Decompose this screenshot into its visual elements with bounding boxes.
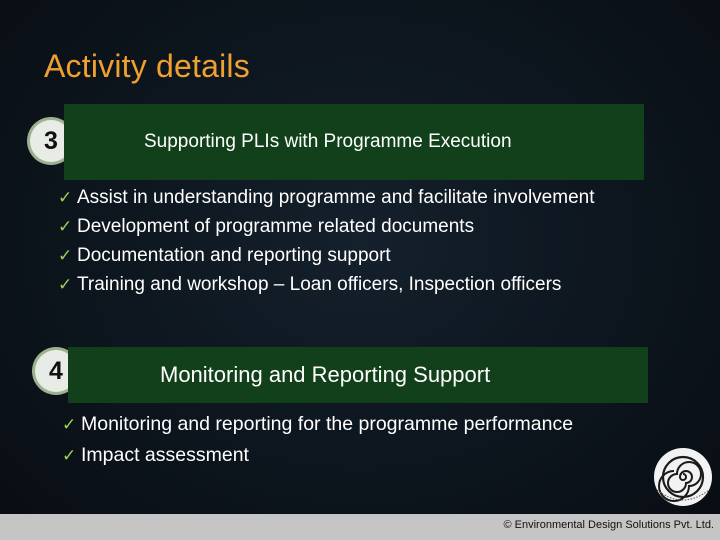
- footer-bar: [0, 514, 720, 540]
- checkmark-icon: ✓: [62, 415, 77, 434]
- spiral-logo-icon: [648, 446, 718, 508]
- bullet-item: [58, 212, 595, 241]
- section-bullet-list: [58, 183, 595, 299]
- section-heading: Supporting PLIs with Programme Execution: [144, 131, 512, 152]
- bullet-text: Development of programme related documents: [77, 216, 475, 237]
- bullet-item: [62, 440, 573, 471]
- section-number-badge: 4: [35, 350, 77, 392]
- bullet-item: [58, 183, 595, 212]
- bullet-text: Assist in understanding programme and facilitate involvement: [77, 187, 595, 208]
- bullet-item: [58, 241, 595, 270]
- checkmark-icon: ✓: [58, 246, 73, 265]
- bullet-item: [62, 409, 573, 440]
- checkmark-icon: ✓: [62, 446, 77, 465]
- section-banner: [68, 347, 648, 403]
- checkmark-icon: ✓: [58, 188, 73, 207]
- bullet-text: Training and workshop – Loan officers, Inspection officers: [77, 274, 562, 295]
- slide-title: Activity details: [44, 48, 250, 84]
- section-banner: [64, 104, 644, 180]
- checkmark-icon: ✓: [58, 275, 73, 294]
- section-heading: Monitoring and Reporting Support: [160, 362, 491, 387]
- bullet-text: Documentation and reporting support: [77, 245, 391, 266]
- section-bullet-list: [62, 409, 573, 471]
- bullet-item: [58, 270, 595, 299]
- bullet-text: Impact assessment: [81, 444, 249, 466]
- copyright-text: © Environmental Design Solutions Pvt. Ltd.: [503, 519, 714, 531]
- checkmark-icon: ✓: [58, 217, 73, 236]
- section-number-badge: 3: [30, 120, 72, 162]
- bullet-text: Monitoring and reporting for the programme performance: [81, 413, 574, 435]
